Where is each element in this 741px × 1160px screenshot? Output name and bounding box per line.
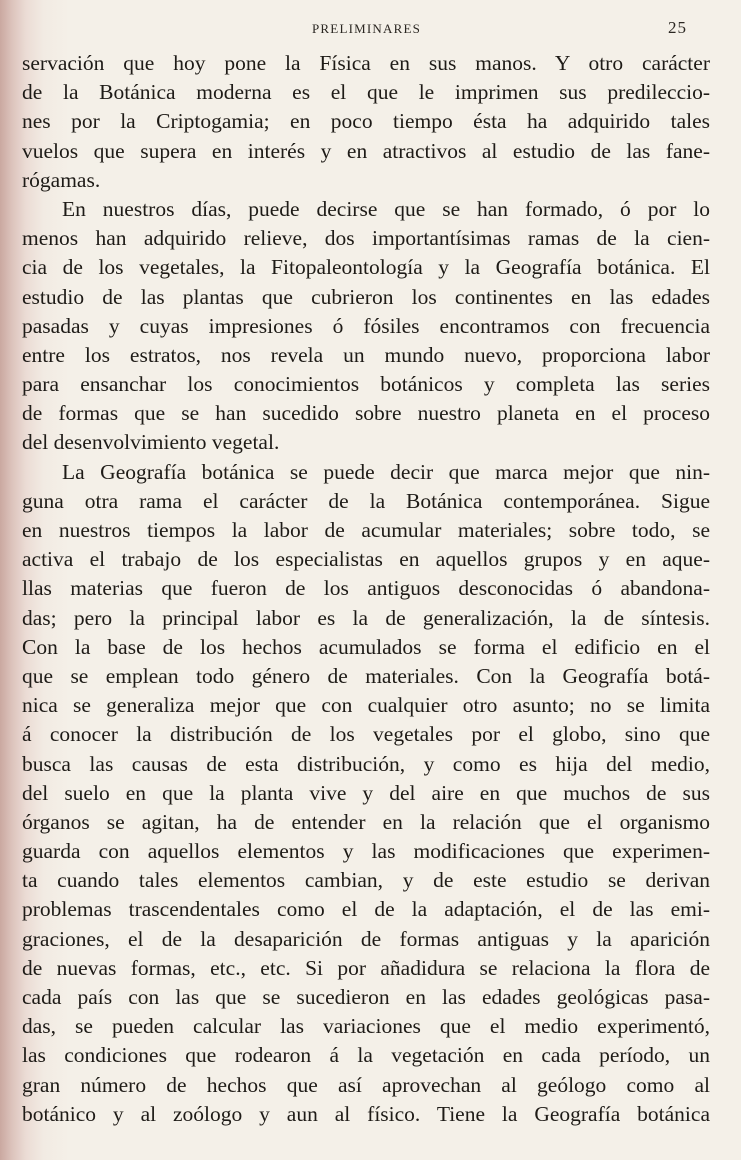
text-line: nica se generaliza mejor que con cualquier otro asunto; no se limita xyxy=(22,693,710,718)
text-line: llas materias que fueron de los antiguos desconocidas ó abandona- xyxy=(22,576,710,601)
text-line: botánico y al zoólogo y aun al físico. Tiene la Geografía botánica xyxy=(22,1101,710,1126)
text-line: para ensanchar los conocimientos botánicos y completa las series xyxy=(22,372,710,397)
page-number: 25 xyxy=(668,18,687,37)
text-line: que se emplean todo género de materiales. Con la Geografía botá- xyxy=(22,663,710,688)
text-line: cia de los vegetales, la Fitopaleontología y la Geografía botánica. El xyxy=(22,255,710,280)
text-line: En nuestros días, puede decirse que se han formado, ó por lo xyxy=(62,196,710,221)
text-line: menos han adquirido relieve, dos importantísimas ramas de la cien- xyxy=(22,226,710,251)
text-line: las condiciones que rodearon á la vegetación en cada período, un xyxy=(22,1043,710,1068)
page-header xyxy=(0,18,741,42)
text-line: busca las causas de esta distribución, y como es hija del medio, xyxy=(22,751,710,776)
text-line: rógamas. xyxy=(22,167,101,192)
running-head: PRELIMINARES xyxy=(312,21,422,36)
text-line: Con la base de los hechos acumulados se forma el edificio en el xyxy=(22,634,710,659)
text-line: vuelos que supera en interés y en atractivos al estudio de las fane- xyxy=(22,138,710,163)
text-line: La Geografía botánica se puede decir que marca mejor que nin- xyxy=(62,459,710,484)
text-line: entre los estratos, nos revela un mundo nuevo, proporciona labor xyxy=(22,342,710,367)
text-line: estudio de las plantas que cubrieron los continentes en las edades xyxy=(22,284,710,309)
text-line: ta cuando tales elementos cambian, y de este estudio se derivan xyxy=(22,868,710,893)
body-text xyxy=(22,49,710,1129)
text-line: activa el trabajo de los especialistas en aquellos grupos y en aque- xyxy=(22,547,710,572)
text-line: de formas que se han sucedido sobre nuestro planeta en el proceso xyxy=(22,401,710,426)
text-line: en nuestros tiempos la labor de acumular materiales; sobre todo, se xyxy=(22,518,710,542)
text-line: das; pero la principal labor es la de generalización, la de síntesis. xyxy=(22,605,710,630)
text-line: graciones, el de la desaparición de formas antiguas y la aparición xyxy=(22,926,710,951)
text-line: guarda con aquellos elementos y las modificaciones que experimen- xyxy=(22,839,710,864)
text-line: de la Botánica moderna es el que le imprimen sus predileccio- xyxy=(22,80,710,105)
text-line: problemas trascendentales como el de la adaptación, el de las emi- xyxy=(22,897,710,922)
text-line: servación que hoy pone la Física en sus manos. Y otro carácter xyxy=(22,51,710,75)
text-line: gran número de hechos que así aprovechan al geólogo como al xyxy=(22,1072,710,1097)
text-line: órganos se agitan, ha de entender en la relación que el organismo xyxy=(22,809,710,834)
text-line: á conocer la distribución de los vegetales por el globo, sino que xyxy=(22,722,710,747)
text-line: guna otra rama el carácter de la Botánica contemporánea. Sigue xyxy=(22,488,710,513)
text-line: nes por la Criptogamia; en poco tiempo ésta ha adquirido tales xyxy=(22,109,710,134)
text-line: del desenvolvimiento vegetal. xyxy=(22,430,280,455)
text-line: cada país con las que se sucedieron en las edades geológicas pasa- xyxy=(22,985,710,1009)
text-line: del suelo en que la planta vive y del aire en que muchos de sus xyxy=(22,780,710,805)
text-line: das, se pueden calcular las variaciones que el medio experimentó, xyxy=(22,1014,710,1039)
text-line: de nuevas formas, etc., etc. Si por añadidura se relaciona la flora de xyxy=(22,955,710,980)
text-line: pasadas y cuyas impresiones ó fósiles encontramos con frecuencia xyxy=(22,313,710,338)
